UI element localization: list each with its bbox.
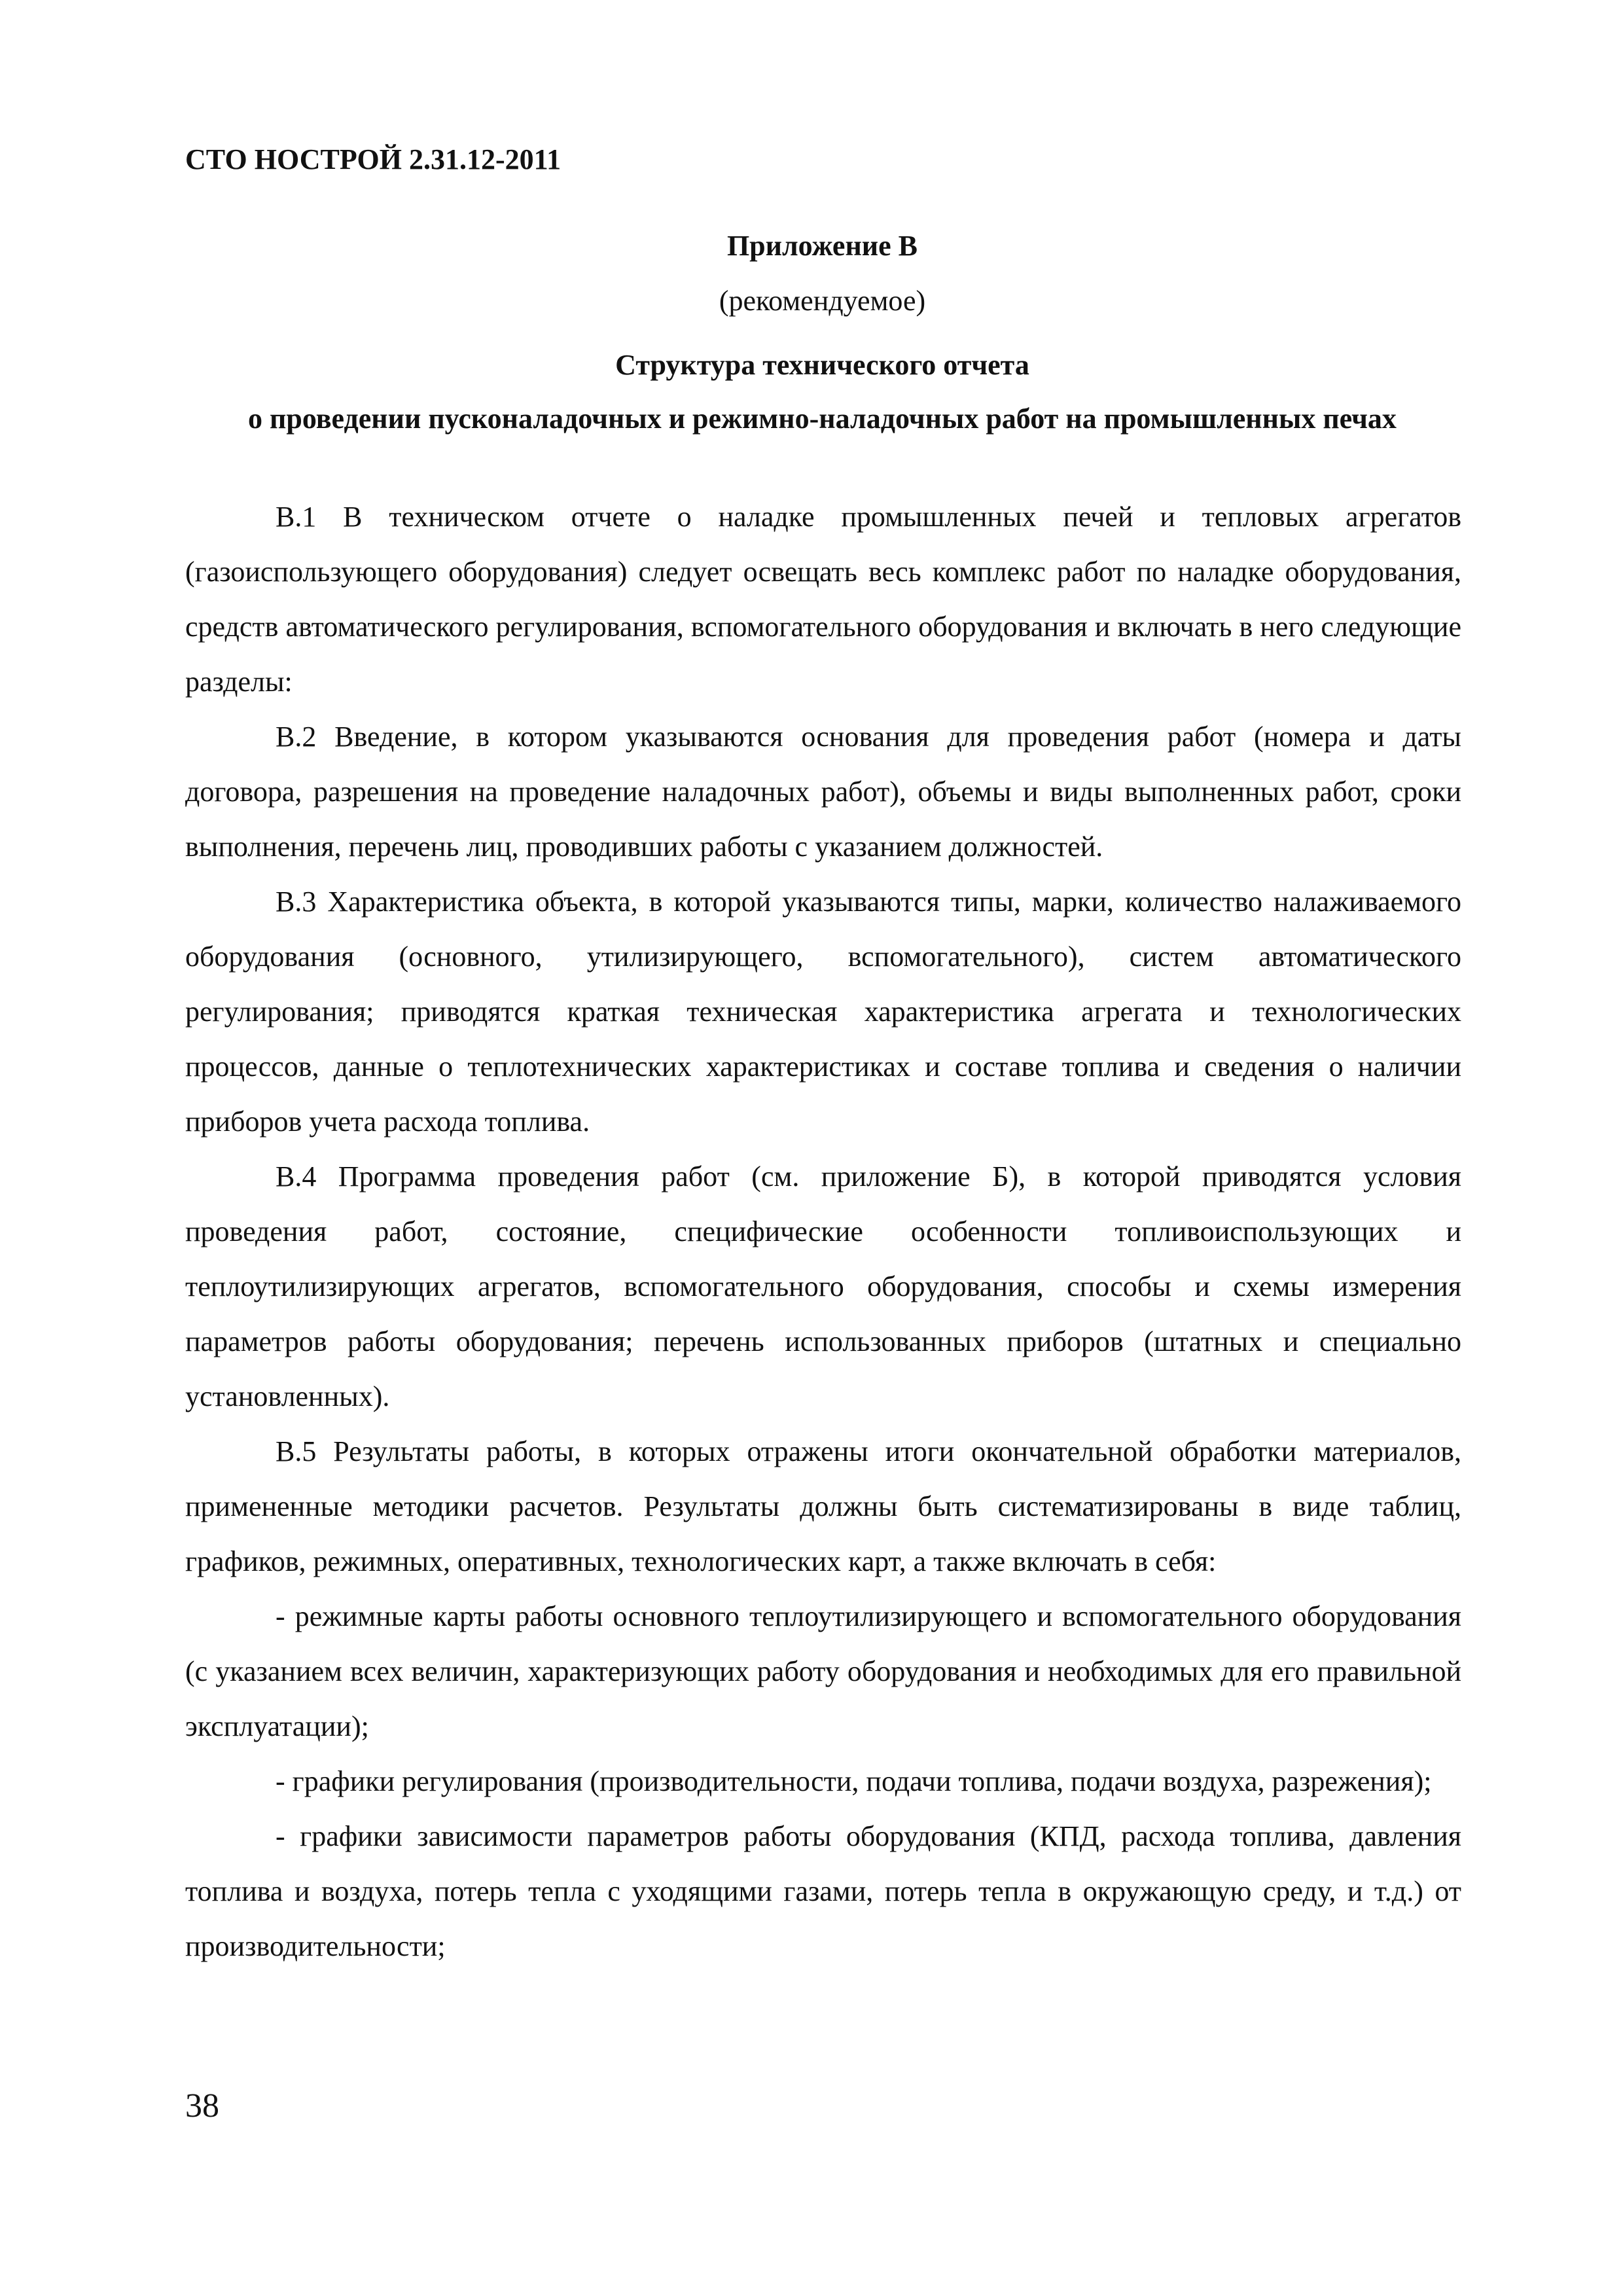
paragraph-b1: В.1 В техническом отчете о наладке промышленных печей и тепловых агрегатов (газоиспользующего оборудования) следует освещать весь комплекс работ по наладке оборудования, средств автоматического регулирования, вспомогательного оборудования и включать в него следующие разделы: bbox=[185, 501, 1461, 698]
list-item-dependency-graphs: - графики зависимости параметров работы оборудования (КПД, расхода топлива, давления топлива и воздуха, потерь тепла с уходящими газами, потерь тепла в окружающую среду, и т.д.) от производительности; bbox=[185, 1820, 1461, 1962]
section-heading-line-1: Структура технического отчета bbox=[615, 349, 1029, 381]
appendix-title: Приложение В bbox=[726, 230, 918, 262]
body-text bbox=[185, 490, 1461, 1974]
paragraph-b5: В.5 Результаты работы, в которых отражены итоги окончательной обработки материалов, примененные методики расчетов. Результаты должны быть систематизированы в виде таблиц, графиков, режимных, оперативных, технологических карт, а также включать в себя: bbox=[185, 1435, 1461, 1577]
appendix-status: (рекомендуемое) bbox=[719, 285, 926, 317]
section-heading-line-2: о проведении пусконаладочных и режимно-наладочных работ на промышленных печах bbox=[248, 403, 1397, 435]
document-code-header: СТО НОСТРОЙ 2.31.12-2011 bbox=[185, 143, 562, 175]
page-number: 38 bbox=[185, 2087, 219, 2125]
list-item-regulation-graphs: - графики регулирования (производительности, подачи топлива, подачи воздуха, разрежения); bbox=[276, 1765, 1432, 1797]
paragraph-b2: В.2 Введение, в котором указываются основания для проведения работ (номера и даты договора, разрешения на проведение наладочных работ), объемы и виды выполненных работ, сроки выполнения, перечень лиц, проводивших работы с указанием должностей. bbox=[185, 721, 1461, 863]
paragraph-b4: В.4 Программа проведения работ (см. приложение Б), в которой приводятся условия проведения работ, состояние, специфические особенности топливоиспользующих и теплоутилизирующих агрегатов, вспомогательного оборудования, способы и схемы измерения параметров работы оборудования; перечень использованных приборов (штатных и специально установленных). bbox=[185, 1160, 1461, 1412]
list-item-mode-maps: - режимные карты работы основного теплоутилизирующего и вспомогательного оборудования (с указанием всех величин, характеризующих работу оборудования и необходимых для его правильной эксплуатации); bbox=[185, 1600, 1461, 1742]
paragraph-b3: В.3 Характеристика объекта, в которой указываются типы, марки, количество налаживаемого оборудования (основного, утилизирующего, вспомогательного), систем автоматического регулирования; приводятся краткая техническая характеристика агрегата и технологических процессов, данные о теплотехнических характеристиках и составе топлива и сведения о наличии приборов учета расхода топлива. bbox=[185, 886, 1461, 1138]
